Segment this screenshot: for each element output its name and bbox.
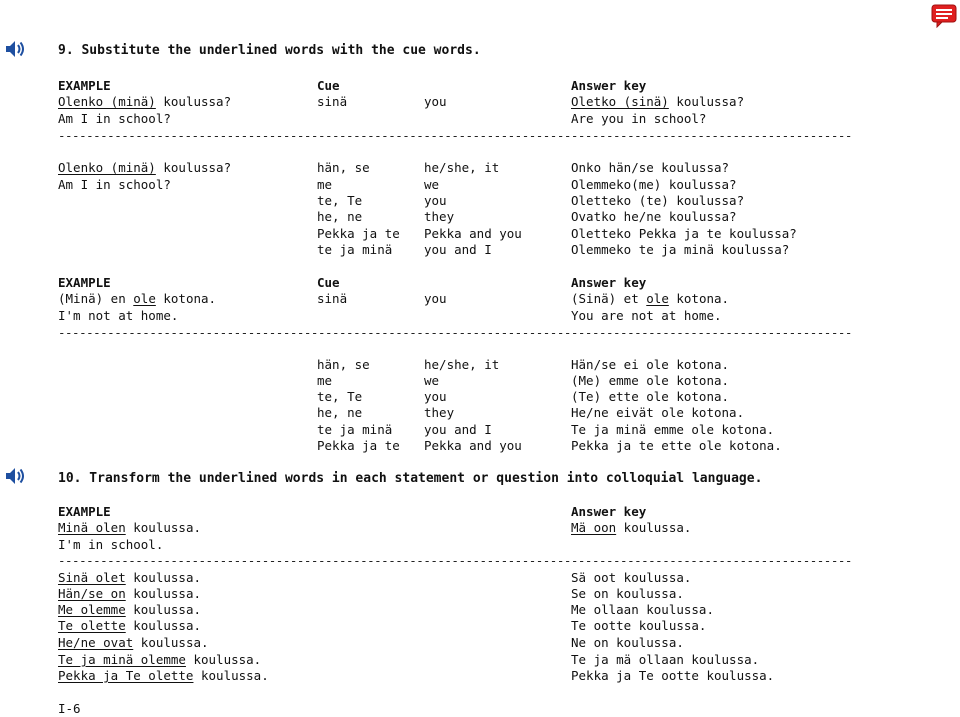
answer-text: (Sinä) et ole kotona. bbox=[571, 291, 730, 306]
cue-fi: Pekka ja te bbox=[317, 226, 400, 241]
underlined-words: Olenko (minä) bbox=[58, 94, 156, 109]
example-translation: Am I in school? bbox=[58, 111, 171, 126]
cue-en: you and I bbox=[424, 422, 492, 437]
answer-translation: You are not at home. bbox=[571, 308, 722, 323]
drill-sentence: Hän/se on koulussa. bbox=[58, 586, 201, 601]
cue-fi: he, ne bbox=[317, 405, 363, 420]
example-sentence: Minä olen koulussa. bbox=[58, 520, 201, 535]
cue-fi: te, Te bbox=[317, 389, 363, 404]
section-9-title: 9. Substitute the underlined words with the cue words. bbox=[58, 43, 481, 58]
cue-label: Cue bbox=[317, 275, 340, 290]
answer-text: Oletteko Pekka ja te koulussa? bbox=[571, 226, 797, 241]
answer-text: Pekka ja Te ootte koulussa. bbox=[571, 668, 775, 683]
speaker-icon[interactable] bbox=[4, 38, 26, 60]
example-translation: I'm in school. bbox=[58, 537, 164, 552]
answer-text: Pekka ja te ette ole kotona. bbox=[571, 438, 782, 453]
example-label: EXAMPLE bbox=[58, 275, 111, 290]
cue-fi: hän, se bbox=[317, 160, 370, 175]
answer-key-label: Answer key bbox=[571, 78, 647, 93]
cue-label: Cue bbox=[317, 78, 340, 93]
speaker-icon[interactable] bbox=[4, 465, 26, 487]
cue-fi: te ja minä bbox=[317, 242, 393, 257]
drill-sentence: Sinä olet koulussa. bbox=[58, 570, 201, 585]
answer-key-label: Answer key bbox=[571, 275, 647, 290]
answer-text: He/ne eivät ole kotona. bbox=[571, 405, 745, 420]
separator: ----------------------------------------------------------------------------------------------------------------- bbox=[58, 553, 852, 568]
answer-text: Olemmeko(me) koulussa? bbox=[571, 177, 737, 192]
example-translation: I'm not at home. bbox=[58, 308, 179, 323]
cue-fi: hän, se bbox=[317, 357, 370, 372]
cue-en: you bbox=[424, 389, 447, 404]
drill-sentence: He/ne ovat koulussa. bbox=[58, 635, 209, 650]
answer-text: Sä oot koulussa. bbox=[571, 570, 692, 585]
cue-en: Pekka and you bbox=[424, 226, 522, 241]
cue-en: we bbox=[424, 373, 440, 388]
cue-fi: sinä bbox=[317, 94, 348, 109]
answer-text: Ovatko he/ne koulussa? bbox=[571, 209, 737, 224]
drill-sentence: Me olemme koulussa. bbox=[58, 602, 201, 617]
answer-text: Me ollaan koulussa. bbox=[571, 602, 714, 617]
answer-text: Te ja minä emme ole kotona. bbox=[571, 422, 775, 437]
cue-fi: Pekka ja te bbox=[317, 438, 400, 453]
separator: ----------------------------------------------------------------------------------------------------------------- bbox=[58, 128, 852, 143]
cue-en: you and I bbox=[424, 242, 492, 257]
cue-en: he/she, it bbox=[424, 357, 500, 372]
drill-sentence: Olenko (minä) koulussa? bbox=[58, 160, 232, 175]
cue-en: you bbox=[424, 291, 447, 306]
cue-en: they bbox=[424, 209, 455, 224]
answer-text: Oletteko (te) koulussa? bbox=[571, 193, 745, 208]
answer-text: (Me) emme ole kotona. bbox=[571, 373, 730, 388]
cue-en: he/she, it bbox=[424, 160, 500, 175]
answer-text: Onko hän/se koulussa? bbox=[571, 160, 730, 175]
cue-fi: te ja minä bbox=[317, 422, 393, 437]
example-sentence: Olenko (minä) koulussa? bbox=[58, 94, 232, 109]
answer-translation: Are you in school? bbox=[571, 111, 707, 126]
cue-fi: te, Te bbox=[317, 193, 363, 208]
answer-text: Te ja mä ollaan koulussa. bbox=[571, 652, 760, 667]
example-sentence: (Minä) en ole kotona. bbox=[58, 291, 217, 306]
cue-fi: sinä bbox=[317, 291, 348, 306]
drill-sentence: Te olette koulussa. bbox=[58, 618, 201, 633]
page-id: I-6 bbox=[58, 701, 81, 716]
answer-text: Te ootte koulussa. bbox=[571, 618, 707, 633]
answer-text: (Te) ette ole kotona. bbox=[571, 389, 730, 404]
section-10-title: 10. Transform the underlined words in each statement or question into colloquial language. bbox=[58, 471, 763, 486]
drill-sentence: Te ja minä olemme koulussa. bbox=[58, 652, 262, 667]
separator: ----------------------------------------------------------------------------------------------------------------- bbox=[58, 325, 852, 340]
cue-en: we bbox=[424, 177, 440, 192]
drill-sentence: Pekka ja Te olette koulussa. bbox=[58, 668, 269, 683]
example-label: EXAMPLE bbox=[58, 78, 111, 93]
cue-en: they bbox=[424, 405, 455, 420]
answer-text: Olemmeko te ja minä koulussa? bbox=[571, 242, 790, 257]
cue-en: Pekka and you bbox=[424, 438, 522, 453]
answer-text: Oletko (sinä) koulussa? bbox=[571, 94, 745, 109]
cue-en: you bbox=[424, 94, 447, 109]
cue-fi: he, ne bbox=[317, 209, 363, 224]
cue-en: you bbox=[424, 193, 447, 208]
drill-translation: Am I in school? bbox=[58, 177, 171, 192]
answer-key-label: Answer key bbox=[571, 504, 647, 519]
cue-fi: me bbox=[317, 373, 333, 388]
answer-text: Hän/se ei ole kotona. bbox=[571, 357, 730, 372]
chat-icon[interactable] bbox=[931, 4, 957, 28]
cue-fi: me bbox=[317, 177, 333, 192]
answer-text: Se on koulussa. bbox=[571, 586, 684, 601]
answer-text: Ne on koulussa. bbox=[571, 635, 684, 650]
answer-text: Mä oon koulussa. bbox=[571, 520, 692, 535]
example-label: EXAMPLE bbox=[58, 504, 111, 519]
